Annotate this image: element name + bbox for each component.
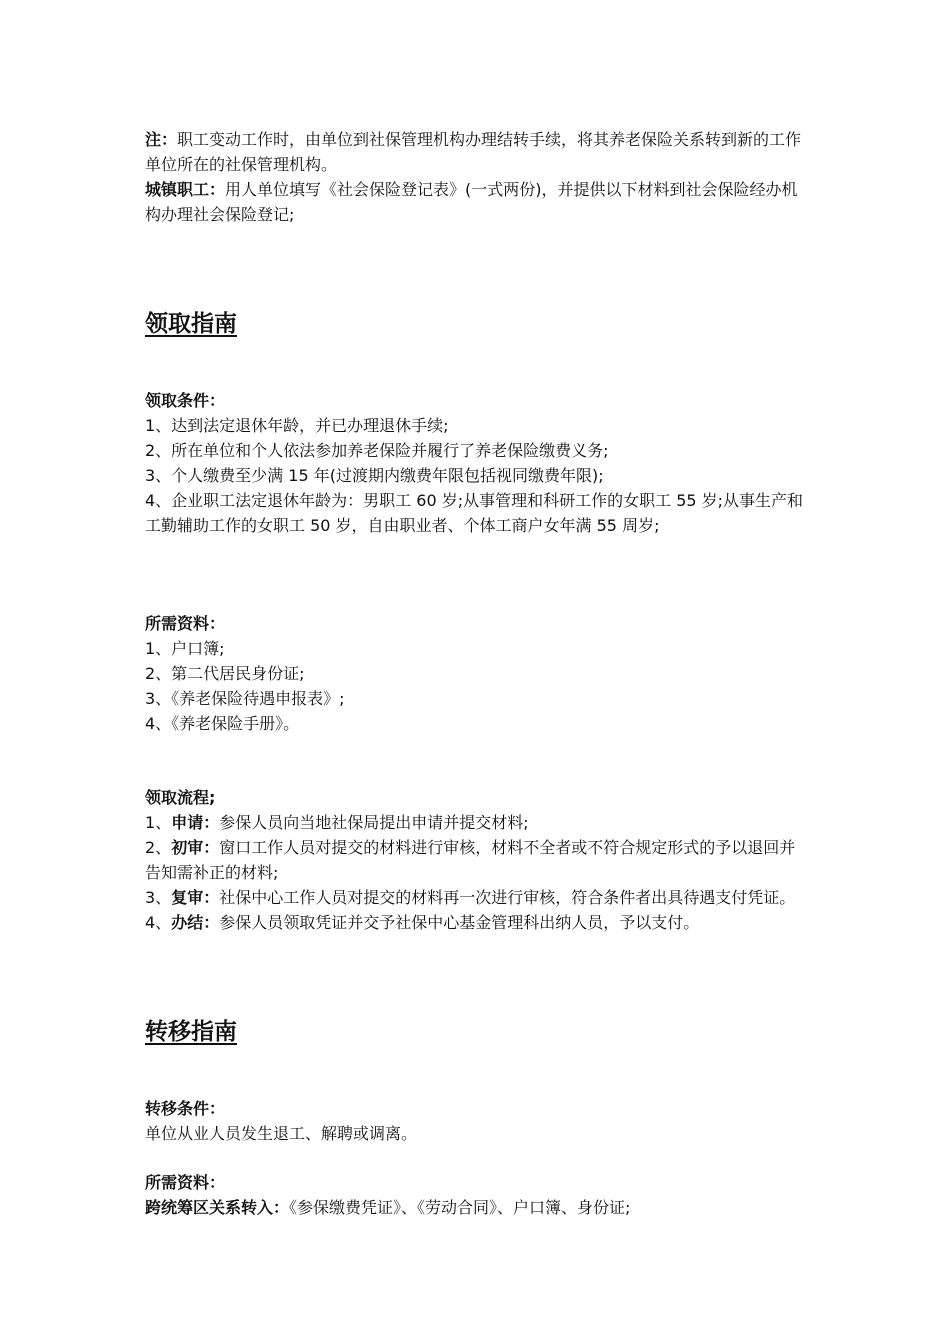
process-step — [145, 910, 810, 935]
note-paragraph — [145, 127, 810, 177]
list-item: 2、第二代居民身份证; — [145, 664, 305, 683]
urban-label: 城镇职工： — [145, 180, 226, 199]
step-number: 1、 — [145, 813, 172, 832]
note-section — [145, 127, 810, 227]
list-item: 3、个人缴费至少满 15 年(过渡期内缴费年限包括视同缴费年限); — [145, 466, 604, 485]
step-text: 社保中心工作人员对提交的材料再一次进行审核，符合条件者出具待遇支付凭证。 — [219, 888, 796, 907]
receive-conditions-label: 领取条件： — [145, 391, 226, 410]
list-item: 2、所在单位和个人依法参加养老保险并履行了养老保险缴费义务; — [145, 441, 609, 460]
receive-process-label: 领取流程; — [145, 788, 216, 807]
process-step — [145, 835, 810, 885]
step-label: 复审： — [171, 888, 220, 907]
step-label: 申请： — [171, 813, 220, 832]
step-number: 2、 — [145, 838, 172, 857]
receive-materials-label: 所需资料： — [145, 614, 226, 633]
transfer-guide-heading: 转移指南 — [145, 1019, 237, 1045]
receive-process-section — [145, 785, 810, 935]
step-text: 参保人员向当地社保局提出申请并提交材料; — [219, 813, 529, 832]
urban-text: 用人单位填写《社会保险登记表》(一式两份)，并提供以下材料到社会保险经办机构办理社会保险登记; — [145, 180, 798, 224]
transfer-materials-item — [145, 1195, 810, 1220]
step-text: 参保人员领取凭证并交予社保中心基金管理科出纳人员，予以支付。 — [219, 913, 700, 932]
transfer-conditions-label: 转移条件： — [145, 1099, 226, 1118]
receive-materials-section — [145, 611, 810, 736]
step-label: 办结： — [171, 913, 220, 932]
process-step — [145, 885, 810, 910]
transfer-item-text: 《参保缴费凭证》、《劳动合同》、户口簿、身份证; — [289, 1198, 631, 1217]
note-text: 职工变动工作时，由单位到社保管理机构办理结转手续，将其养老保险关系转到新的工作单位所在的社保管理机构。 — [145, 130, 802, 174]
transfer-conditions-text: 单位从业人员发生退工、解聘或调离。 — [145, 1124, 418, 1143]
step-number: 3、 — [145, 888, 172, 907]
transfer-conditions-section — [145, 1096, 810, 1146]
transfer-item-label: 跨统筹区关系转入： — [145, 1198, 290, 1217]
receive-conditions-section — [145, 388, 810, 538]
list-item: 3、《养老保险待遇申报表》; — [145, 689, 345, 708]
list-item: 1、户口簿; — [145, 639, 225, 658]
list-item: 4、企业职工法定退休年龄为：男职工 60 岁;从事管理和科研工作的女职工 55 岁;从事生产和工勤辅助工作的女职工 50 岁，自由职业者、个体工商户女年满 55 周岁; — [145, 491, 804, 535]
list-item: 4、《养老保险手册》。 — [145, 714, 300, 733]
urban-paragraph — [145, 177, 810, 227]
receive-guide-heading: 领取指南 — [145, 311, 237, 337]
transfer-materials-label: 所需资料： — [145, 1173, 226, 1192]
list-item: 1、达到法定退休年龄，并已办理退休手续; — [145, 416, 449, 435]
step-text: 窗口工作人员对提交的材料进行审核，材料不全者或不符合规定形式的予以退回并告知需补正的材料; — [145, 838, 796, 882]
step-label: 初审： — [171, 838, 220, 857]
note-label: 注： — [145, 130, 178, 149]
step-number: 4、 — [145, 913, 172, 932]
transfer-materials-section — [145, 1170, 810, 1220]
process-step — [145, 810, 810, 835]
